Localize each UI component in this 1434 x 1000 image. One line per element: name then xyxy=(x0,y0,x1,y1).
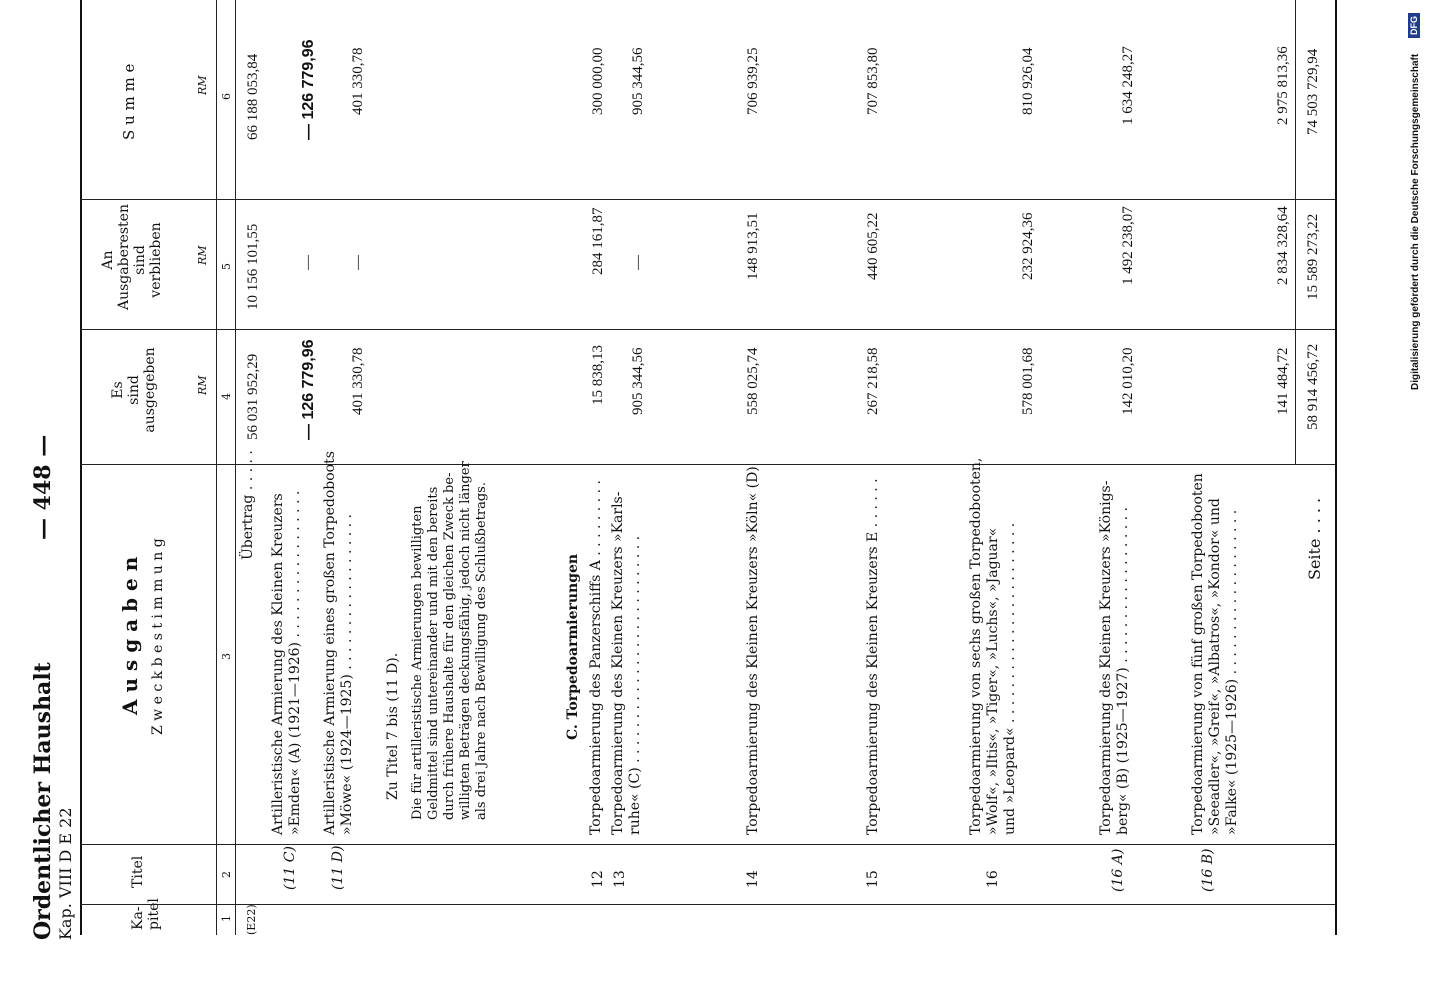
row-10-ausgegeben: 578 001,68 xyxy=(1020,347,1036,415)
row-12-titel: (16 B) xyxy=(1200,848,1216,892)
row-4-note: Die für artilleristische Armierungen bewilligten Geldmittel sind untereinander und mit den bereits durch frühere Haushalte für den gleichen Zweck be- willigten Beträgen deckungsfähig, jedoch nicht länger als drei Jahre nach Bewilligung des Schlußbetrags. xyxy=(410,461,489,820)
row-8-text: Torpedoarmierung des Kleinen Kreuzers »Köln« (D) xyxy=(745,466,761,835)
row-0-ausgegeben: 56 031 952,29 xyxy=(245,353,261,440)
row-7-titel: 13 xyxy=(612,870,628,888)
row-6-text: Torpedoarmierung des Panzerschiffs A . . . . . . . . . xyxy=(588,480,604,835)
row-0-summe: 66 188 053,84 xyxy=(245,53,261,140)
divider-titel xyxy=(80,844,1335,845)
row-1-verblieben: — xyxy=(300,255,316,270)
row-12-verblieben: 2 834 328,64 xyxy=(1275,206,1291,285)
col-number-6: 6 xyxy=(220,93,233,100)
row-2-summe: 401 330,78 xyxy=(350,47,366,115)
divider-kapitel xyxy=(80,904,1335,905)
header-bottom-rule xyxy=(235,0,236,935)
row-11-titel: (16 A) xyxy=(1110,848,1126,892)
row-6-verblieben: 284 161,87 xyxy=(590,207,606,275)
row-1-titel: (11 C) xyxy=(282,846,298,890)
row-10-titel: 16 xyxy=(985,870,1001,888)
row-7-ausgegeben: 905 344,56 xyxy=(630,347,646,415)
row-8-summe: 706 939,25 xyxy=(745,47,761,115)
dfg-logo: DFG xyxy=(1408,13,1420,38)
row-8-verblieben: 148 913,51 xyxy=(745,212,761,280)
row-9-ausgegeben: 267 218,58 xyxy=(865,347,881,415)
header-titel: Titel xyxy=(130,855,146,888)
watermark-text: Digitalisierung gefördert durch die Deutsche Forschungsgemeinschaft xyxy=(1410,53,1421,390)
header-an-ausgaberesten: An Ausgaberesten sind verblieben xyxy=(100,204,164,310)
totals-verblieben: 15 589 273,22 xyxy=(1305,213,1321,300)
header-rm-6: RM xyxy=(196,75,209,95)
col-number-rule xyxy=(216,0,217,935)
col-number-3: 3 xyxy=(220,653,233,660)
row-7-verblieben: — xyxy=(630,255,646,270)
page-subtitle: Kap. VIII D E 22 xyxy=(56,807,75,940)
page-number: — 448 — xyxy=(30,434,56,540)
row-2-verblieben: — xyxy=(350,255,366,270)
totals-ausgegeben: 58 914 456,72 xyxy=(1305,343,1321,430)
row-8-ausgegeben: 558 025,74 xyxy=(745,347,761,415)
header-summe: S u m m e xyxy=(120,63,138,140)
totals-label: Seite . . . . xyxy=(1305,497,1324,580)
row-7-text: Torpedoarmierung des Kleinen Kreuzers »Karls- ruhe« (C) . . . . . . . . . . . . . . . . . . . . . . . . . . xyxy=(610,491,643,835)
row-2-text: Artilleristische Armierung eines großen Torpedoboots »Möwe« (1924—1925) . . . . . . . . . . . . . . . . . . xyxy=(322,451,355,835)
col-number-4: 4 xyxy=(220,393,233,400)
divider-ausgegeben xyxy=(80,329,1335,330)
row-6-summe: 300 000,00 xyxy=(590,47,606,115)
col-number-5: 5 xyxy=(220,263,233,270)
row-9-summe: 707 853,80 xyxy=(865,47,881,115)
row-1-summe: — 126 779,96 xyxy=(300,39,317,140)
row-0-kapitel: (E22) xyxy=(245,904,258,935)
row-12-ausgegeben: 141 484,72 xyxy=(1275,347,1291,415)
row-9-text: Torpedoarmierung des Kleinen Kreuzers E . . . . . . xyxy=(865,478,881,835)
row-12-text: Torpedoarmierung von fünf großen Torpedobooten »Seeadler«, »Greif«, »Albatros«, »Kondor« und »Falke« (1925—1926) . . . . . . . . . . . . . . . . . . . xyxy=(1190,473,1240,835)
row-11-ausgegeben: 142 010,20 xyxy=(1120,347,1136,415)
divider-zweck xyxy=(80,464,1335,465)
header-ausgaben: A u s g a b e n xyxy=(118,556,142,715)
row-9-verblieben: 440 605,22 xyxy=(865,212,881,280)
row-10-summe: 810 926,04 xyxy=(1020,47,1036,115)
row-6-titel: 12 xyxy=(590,870,606,888)
header-kapitel: Ka- pitel xyxy=(130,898,162,930)
row-2-ausgegeben: 401 330,78 xyxy=(350,347,366,415)
header-rm-5: RM xyxy=(196,245,209,265)
row-10-verblieben: 232 924,36 xyxy=(1020,212,1036,280)
row-6-ausgegeben: 15 838,13 xyxy=(590,345,606,405)
row-0-verblieben: 10 156 101,55 xyxy=(245,223,261,310)
row-12-summe: 2 975 813,36 xyxy=(1275,46,1291,125)
row-9-titel: 15 xyxy=(865,870,881,888)
divider-verblieben xyxy=(80,199,1335,200)
header-zweck: Z w e c k b e s t i m m u n g xyxy=(150,538,166,735)
totals-rule xyxy=(1295,0,1296,465)
row-3-text: Zu Titel 7 bis (11 D). xyxy=(385,652,401,800)
table-bottom-rule xyxy=(1335,0,1337,935)
col-number-2: 2 xyxy=(220,871,233,878)
row-11-text: Torpedoarmierung des Kleinen Kreuzers »Königs- berg« (B) (1925—1927) . . . . . . . . . . . . . . . . . . xyxy=(1098,480,1131,835)
table-top-rule xyxy=(80,0,82,935)
col-number-1: 1 xyxy=(220,915,233,922)
row-5-section-heading: C. Torpedoarmierungen xyxy=(565,553,581,740)
header-rm-4: RM xyxy=(196,375,209,395)
row-8-titel: 14 xyxy=(745,870,761,888)
page-title: Ordentlicher Haushalt xyxy=(30,662,56,940)
row-7-summe: 905 344,56 xyxy=(630,47,646,115)
row-1-ausgegeben: — 126 779,96 xyxy=(300,339,317,440)
row-11-verblieben: 1 492 238,07 xyxy=(1120,206,1136,285)
header-es-ausgegeben: Es sind ausgegeben xyxy=(110,347,158,433)
row-11-summe: 1 634 248,27 xyxy=(1120,46,1136,125)
row-2-titel: (11 D) xyxy=(330,845,346,890)
row-0-text: Übertrag . . . . . xyxy=(240,450,256,560)
row-1-text: Artilleristische Armierung des Kleinen Kreuzers »Emden« (A) (1921—1926) . . . . . . . . . . . . . . . . . xyxy=(270,490,303,835)
row-10-text: Torpedoarmierung von sechs großen Torpedobooten, »Wolf«, »Iltis«, »Tiger«, »Luchs«, »Jaguar« und »Leopard« . . . . . . . . . . . . . . . . . . . . . . . xyxy=(968,457,1018,835)
totals-summe: 74 503 729,94 xyxy=(1305,48,1321,135)
